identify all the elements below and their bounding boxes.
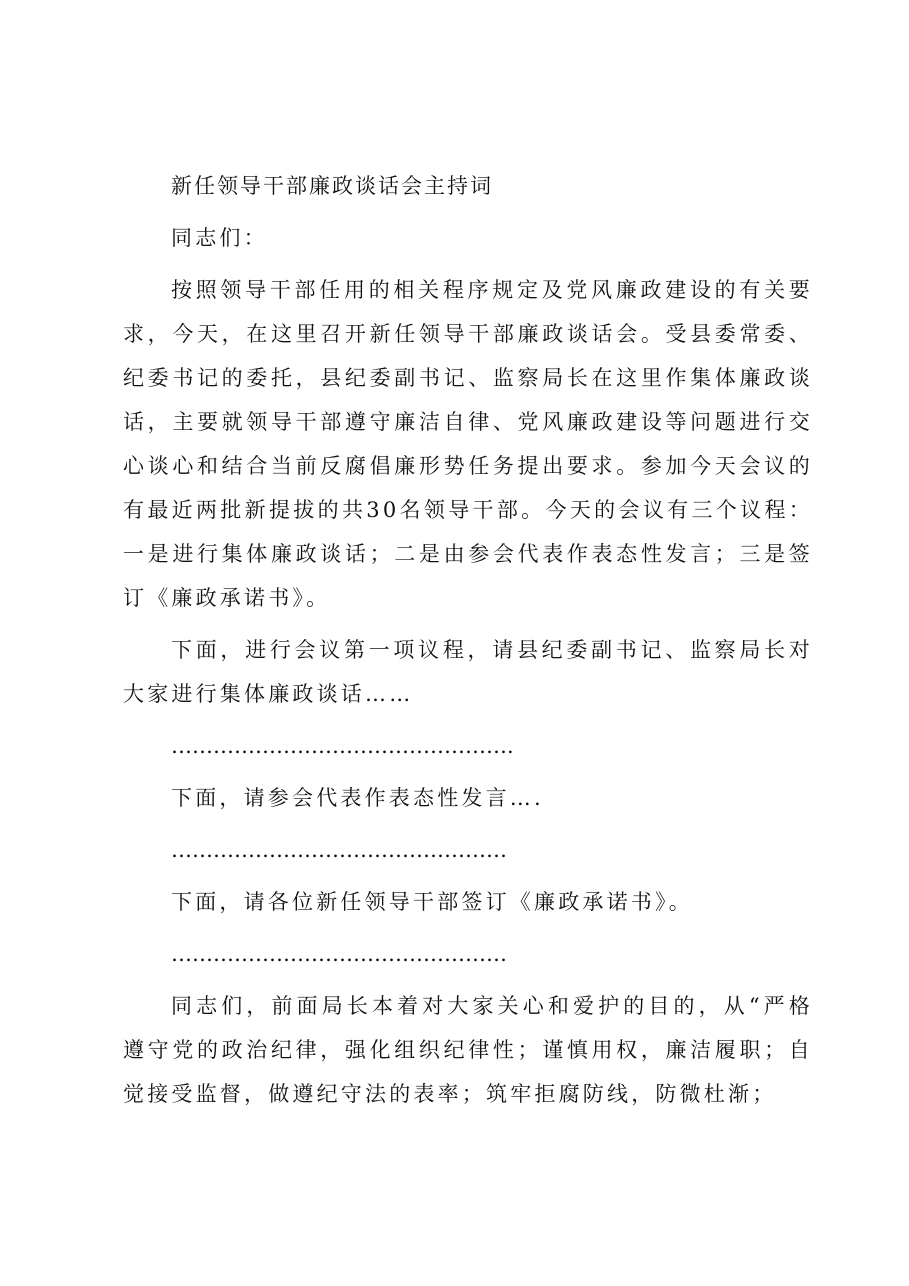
document-title: 新任领导干部廉政谈话会主持词 [171,174,493,198]
document-body [123,164,813,1116]
salutation: 同志们： [171,226,268,250]
ellipsis-line: …………………………………………. [171,734,514,758]
paragraph-summary: 同志们，前面局长本着对大家关心和爱护的目的，从“严格遵守党的政治纪律，强化组织纪律性；谨慎用权，廉洁履职；自觉接受监督，做遵纪守法的表率；筑牢拒腐防线，防微杜渐； [123,994,813,1106]
paragraph-agenda-1: 下面，进行会议第一项议程，请县纪委副书记、监察局长对大家进行集体廉政谈话…… [123,638,813,706]
paragraph-agenda-3: 下面，请各位新任领导干部签订《廉政承诺书》。 [171,890,693,914]
paragraph-agenda-2: 下面，请参会代表作表态性发言…. [171,786,544,810]
ellipsis-line: ………………………………………… [171,838,507,862]
paragraph-intro: 按照领导干部任用的相关程序规定及党风廉政建设的有关要求，今天，在这里召开新任领导干部廉政谈话会。受县委常委、纪委书记的委托，县纪委副书记、监察局长在这里作集体廉政谈话，主要就领导干部遵守廉洁自律、党风廉政建设等问题进行交心谈心和结合当前反腐倡廉形势任务提出要求。参加今天会议的有最近两批新提拔的共30名领导干部。今天的会议有三个议程：一是进行集体廉政谈话；二是由参会代表作表态性发言；三是签订《廉政承诺书》。 [123,278,813,610]
ellipsis-line: ………………………………………… [171,942,507,966]
